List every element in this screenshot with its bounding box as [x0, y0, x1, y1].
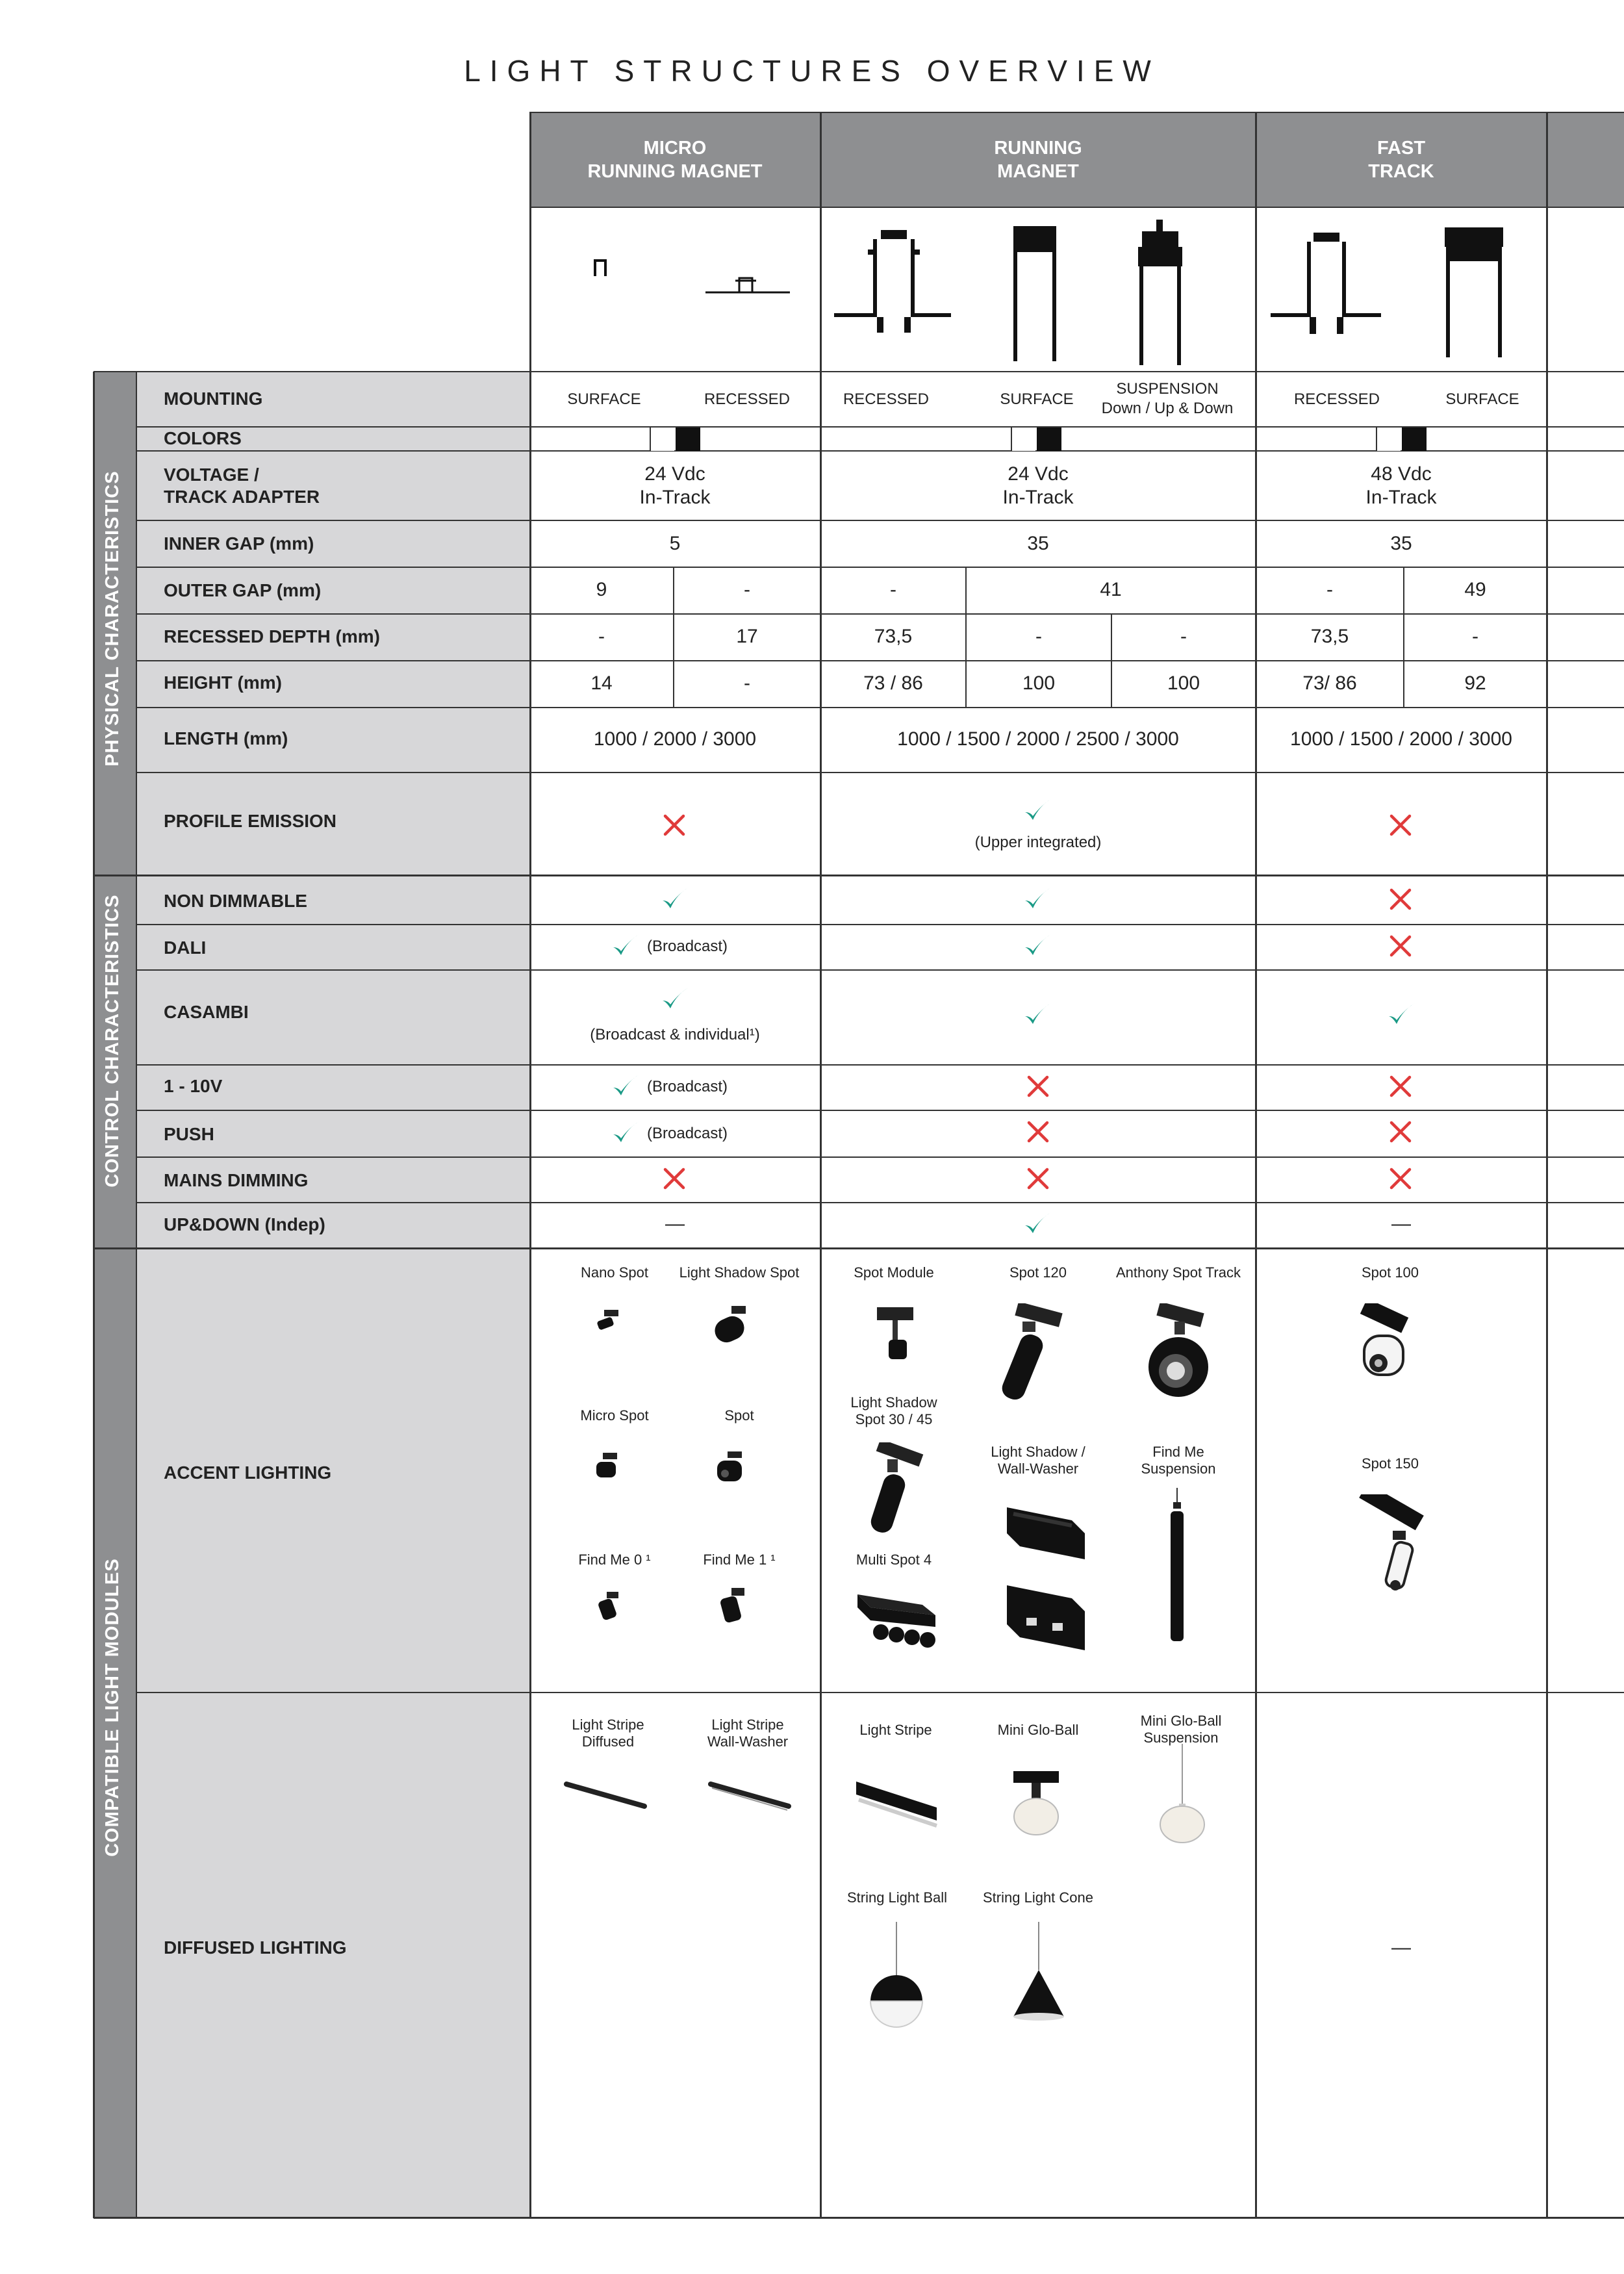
light-stripe-icon [852, 1775, 943, 1833]
module-name: Find Me 1 ¹ [703, 1552, 776, 1568]
light-shadow-spot-icon [708, 1303, 760, 1355]
micro-surface-profile-icon [595, 261, 605, 276]
light-stripe-diffused-icon [564, 1780, 648, 1813]
row-label-height: HEIGHT (mm) [164, 672, 282, 693]
dali-note: (Broadcast) [647, 938, 728, 955]
grid-line [820, 112, 822, 2218]
outer-gap-value: - [890, 579, 896, 600]
inner-gap-value: 35 [1027, 533, 1049, 554]
running-surface-profile-icon [1013, 226, 1056, 361]
spot-icon [711, 1449, 752, 1490]
row-label-outer-gap: OUTER GAP (mm) [164, 580, 322, 600]
module-name: Spot [724, 1407, 754, 1424]
row-label-dali: DALI [164, 938, 207, 958]
cross-icon [1388, 1166, 1414, 1192]
color-swatch-black [1402, 428, 1427, 451]
module-name: Anthony Spot Track [1116, 1264, 1241, 1281]
module-name: Multi Spot 4 [856, 1552, 932, 1568]
micro-recessed-profile-icon [705, 278, 790, 292]
grid-line [136, 450, 1624, 452]
row-label-non-dimmable: NON DIMMABLE [164, 891, 307, 911]
module-name: Light Stripe [859, 1722, 932, 1738]
recessed-depth-value: 73,5 [1310, 626, 1349, 647]
mounting-value: RECESSED [704, 390, 791, 408]
grid-line [136, 772, 1624, 773]
row-label-profile-emission: PROFILE EMISSION [164, 811, 337, 831]
mini-glo-ball-icon [1007, 1767, 1065, 1839]
length-value: 1000 / 2000 / 3000 [593, 728, 757, 750]
grid-line [136, 1156, 1624, 1158]
find-me-suspension-icon [1164, 1485, 1190, 1648]
mounting-value: SURFACE [1445, 390, 1519, 408]
anthony-spot-track-icon [1138, 1303, 1223, 1407]
grid-line [136, 372, 137, 2218]
grid-line [94, 2217, 1624, 2219]
recessed-depth-value: 73,5 [874, 626, 913, 647]
row-label-casambi: CASAMBI [164, 1002, 249, 1022]
grid-line [1255, 112, 1257, 2218]
outer-gap-value: 9 [596, 579, 607, 600]
module-name: Spot 120 [1009, 1264, 1067, 1281]
find-me-1-icon [713, 1585, 752, 1631]
module-name: Spot Module [854, 1264, 934, 1281]
cross-icon [661, 812, 687, 838]
row-label-length: LENGTH (mm) [164, 728, 288, 748]
section-control: CONTROL CHARACTERISTICS [102, 894, 123, 1188]
mounting-value: SUSPENSION Down / Up & Down [1101, 380, 1234, 417]
module-name: Spot 150 [1361, 1455, 1419, 1472]
voltage-value: 48 Vdc In-Track [1365, 463, 1437, 508]
grid-line [1546, 112, 1548, 2218]
outer-gap-value: 41 [1100, 579, 1122, 600]
height-value: 92 [1464, 672, 1486, 694]
height-value: - [744, 672, 750, 694]
grid-line [136, 1110, 1624, 1111]
light-shadow-wall-washer-icon [1000, 1494, 1091, 1566]
spot-150-icon [1354, 1494, 1432, 1598]
check-icon [660, 985, 690, 1012]
height-value: 73 / 86 [863, 672, 923, 694]
running-recessed-profile-icon [834, 230, 951, 333]
module-name: Mini Glo-Ball [997, 1722, 1079, 1738]
multi-spot-4-icon [851, 1581, 942, 1653]
column-header-micro-label: MICRO RUNNING MAGNET [587, 138, 763, 182]
grid-line [136, 613, 1624, 615]
module-name: Light Shadow Spot 30 / 45 [850, 1394, 937, 1427]
row-label-colors: COLORS [164, 428, 242, 448]
cross-icon [1388, 1119, 1414, 1145]
module-name: Spot 100 [1361, 1264, 1419, 1281]
grid-line [94, 371, 1624, 372]
light-shadow-spot-30-45-icon [861, 1442, 939, 1540]
row-label-inner-gap: INNER GAP (mm) [164, 533, 314, 554]
recessed-depth-value: - [1472, 626, 1478, 647]
diffused-fast-dash: — [1391, 1937, 1411, 1958]
updown-dash: — [665, 1213, 685, 1234]
micro-spot-icon [589, 1450, 628, 1489]
module-name: Mini Glo-Ball Suspension [1140, 1713, 1222, 1746]
mounting-value: RECESSED [1293, 390, 1380, 408]
check-icon [1022, 885, 1052, 912]
column-header-fast-label: FAST TRACK [1368, 138, 1434, 182]
voltage-value: 24 Vdc In-Track [639, 463, 711, 508]
grid-line [136, 426, 1624, 428]
module-name: Find Me 0 ¹ [578, 1552, 651, 1568]
grid-line [136, 924, 1624, 925]
check-icon [1022, 1001, 1052, 1028]
grid-line [93, 372, 95, 2218]
cross-icon [1388, 886, 1414, 912]
module-name: Light Stripe Diffused [572, 1717, 644, 1750]
module-name: String Light Cone [983, 1889, 1093, 1906]
cross-icon [1025, 1166, 1051, 1192]
row-label-diffused: DIFFUSED LIGHTING [164, 1937, 347, 1958]
recessed-depth-value: 17 [736, 626, 758, 647]
mounting-value: RECESSED [843, 390, 930, 408]
string-light-ball-icon [864, 1921, 929, 2031]
height-value: 100 [1022, 672, 1056, 694]
check-icon [611, 932, 641, 959]
cross-icon [1388, 812, 1414, 838]
cross-icon [1388, 1073, 1414, 1099]
grid-line [94, 875, 1624, 876]
check-icon [1022, 1210, 1052, 1237]
cross-icon [661, 1166, 687, 1192]
row-label-mounting: MOUNTING [164, 389, 263, 409]
column-header-micro [530, 113, 820, 207]
module-name: Light Shadow Spot [679, 1264, 800, 1281]
spot-module-icon [870, 1303, 922, 1368]
fast-recessed-profile-icon [1271, 233, 1381, 334]
mounting-value: SURFACE [1000, 390, 1074, 408]
module-name: Micro Spot [580, 1407, 649, 1424]
recessed-depth-value: - [598, 626, 605, 647]
push-note: (Broadcast) [647, 1125, 728, 1142]
updown-dash: — [1391, 1213, 1411, 1234]
profile-drawings [530, 208, 1624, 370]
cross-icon [1025, 1073, 1051, 1099]
fast-surface-profile-icon [1445, 227, 1503, 357]
height-value: 73/ 86 [1302, 672, 1357, 694]
section-compatible: COMPATIBLE LIGHT MODULES [102, 1558, 123, 1857]
column-header-running-label: RUNNING MAGNET [994, 138, 1082, 182]
cross-icon [1388, 933, 1414, 959]
module-name: Find Me Suspension [1141, 1444, 1216, 1477]
height-value: 14 [590, 672, 613, 694]
light-stripe-wall-washer-icon [708, 1780, 793, 1813]
string-light-cone-icon [1009, 1921, 1068, 2025]
grid-line [136, 1202, 1624, 1203]
mounting-value: SURFACE [567, 390, 641, 408]
grid-line [136, 1064, 1624, 1066]
grid-line [136, 660, 1624, 661]
inner-gap-value: 5 [669, 533, 681, 554]
mini-glo-ball-suspension-icon [1156, 1743, 1208, 1846]
row-label-accent: ACCENT LIGHTING [164, 1463, 332, 1483]
length-value: 1000 / 1500 / 2000 / 3000 [1290, 728, 1512, 750]
row-label-recessed-depth: RECESSED DEPTH (mm) [164, 626, 380, 646]
grid-line [94, 1247, 1624, 1249]
outer-gap-value: 49 [1464, 579, 1486, 600]
check-icon [1386, 1001, 1416, 1028]
color-swatch-white [1011, 428, 1035, 451]
row-label-one-ten: 1 - 10V [164, 1076, 223, 1096]
find-me-0-icon [591, 1589, 628, 1628]
check-icon [611, 1072, 641, 1099]
grid-line [136, 1692, 1624, 1693]
spot-100-icon [1351, 1303, 1429, 1394]
check-icon [1022, 932, 1052, 959]
outer-gap-value: - [744, 579, 750, 600]
nano-spot-icon [589, 1306, 628, 1345]
column-header-next [1547, 113, 1624, 207]
grid-line [136, 567, 1624, 568]
column-header-fast [1256, 113, 1546, 207]
profile-emission-note: (Upper integrated) [974, 834, 1102, 851]
cross-icon [1025, 1119, 1051, 1145]
module-name: Light Stripe Wall-Washer [707, 1717, 789, 1750]
voltage-value: 24 Vdc In-Track [1002, 463, 1074, 508]
section-physical: PHYSICAL CHARACTERISTICS [102, 470, 123, 767]
row-label-mains: MAINS DIMMING [164, 1170, 309, 1190]
grid-line [530, 112, 1624, 113]
length-value: 1000 / 1500 / 2000 / 2500 / 3000 [897, 728, 1179, 750]
height-value: 100 [1167, 672, 1200, 694]
spot-120-icon [996, 1303, 1081, 1407]
row-label-voltage: VOLTAGE / TRACK ADAPTER [164, 465, 320, 507]
row-label-push: PUSH [164, 1124, 214, 1144]
color-swatch-black [1037, 428, 1061, 451]
casambi-note: (Broadcast & individual¹) [590, 1026, 760, 1043]
check-icon [611, 1119, 641, 1146]
one-ten-note: (Broadcast) [647, 1078, 728, 1095]
running-suspension-profile-icon [1138, 220, 1182, 365]
grid-line [136, 969, 1624, 971]
check-icon [660, 885, 690, 912]
outer-gap-value: - [1326, 579, 1333, 600]
color-swatch-black [676, 428, 700, 451]
color-swatch-white [1376, 428, 1401, 451]
grid-line [136, 520, 1624, 521]
module-name: Light Shadow / Wall-Washer [991, 1444, 1085, 1477]
column-header-running [821, 113, 1255, 207]
color-swatch-white [650, 428, 674, 451]
grid-line [529, 112, 531, 2218]
grid-line [530, 207, 1624, 208]
recessed-depth-value: - [1035, 626, 1042, 647]
check-icon [1022, 797, 1052, 824]
page-title: LIGHT STRUCTURES OVERVIEW [464, 54, 1160, 88]
module-name: String Light Ball [846, 1889, 948, 1906]
inner-gap-value: 35 [1390, 533, 1412, 554]
row-label-updown: UP&DOWN (Indep) [164, 1214, 325, 1234]
module-name: Nano Spot [581, 1264, 648, 1281]
grid-line [136, 707, 1624, 708]
light-shadow-wall-washer-icon [1000, 1572, 1091, 1657]
recessed-depth-value: - [1180, 626, 1187, 647]
